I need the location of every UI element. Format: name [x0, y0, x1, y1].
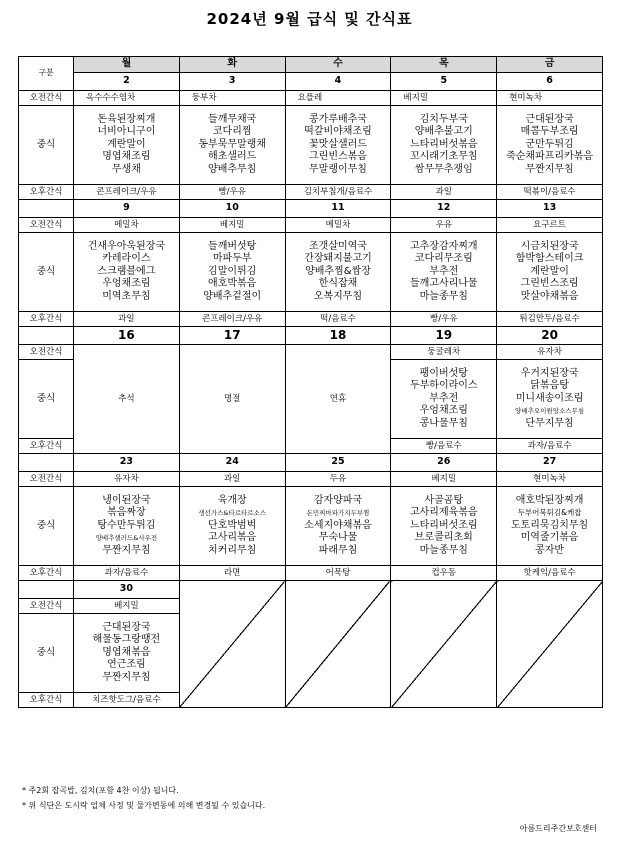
lunch-label: 중식	[19, 360, 74, 439]
am-snack-cell: 우유	[391, 218, 497, 233]
lunch-item: 단무지무침	[525, 417, 574, 429]
pm-snack-cell: 과일	[391, 185, 497, 200]
lunch-item: 부추전	[429, 265, 459, 277]
date-cell: 24	[179, 454, 285, 472]
lunch-item: 꽃맛살샐러드	[309, 138, 367, 150]
lunch-item: 마파두부	[212, 253, 252, 265]
lunch-item: 미니새송이조림	[515, 392, 584, 404]
lunch-item: 파래무침	[318, 544, 358, 556]
lunch-item: 양배추찜&쌈장	[305, 265, 371, 277]
day-header: 수	[285, 57, 391, 73]
lunch-item: 들깨고사리나물	[409, 278, 478, 290]
am-snack-cell: 유자차	[497, 345, 603, 360]
pm-snack-cell: 핫케익/음료수	[497, 566, 603, 581]
menu-table	[18, 56, 603, 708]
lunch-item: 닭볶음탕	[530, 380, 569, 392]
pm-snack-cell: 빵/우유	[179, 185, 285, 200]
lunch-item: 미역줄기볶음	[520, 532, 579, 544]
date-cell: 2	[74, 73, 180, 91]
lunch-menu-cell	[391, 360, 497, 439]
lunch-item: 간장돼지불고기	[304, 253, 372, 265]
lunch-item: 고추장감자찌개	[409, 240, 478, 252]
lunch-item: 군만두튀김	[525, 138, 574, 150]
lunch-item: 계란말이	[530, 265, 569, 277]
lunch-item: 양배추겉절이	[203, 290, 262, 302]
am-snack-cell: 베지밀	[74, 599, 180, 614]
date-label-cell	[19, 327, 74, 345]
am-snack-label: 오전간식	[19, 91, 74, 106]
date-cell: 5	[391, 73, 497, 91]
lunch-item: 미역초무침	[102, 290, 151, 302]
lunch-item: 근대된장국	[102, 621, 151, 633]
lunch-item: 마늘종무침	[419, 544, 468, 556]
lunch-item: 두부어묵튀김&케찹	[517, 508, 582, 518]
day-header: 목	[391, 57, 497, 73]
lunch-item: 그린빈스볶음	[309, 151, 367, 163]
date-cell: 11	[285, 200, 391, 218]
lunch-item: 무짠지무침	[102, 671, 151, 683]
date-label-cell	[19, 454, 74, 472]
lunch-item: 감자양파국	[313, 494, 363, 506]
am-snack-cell: 메밀차	[285, 218, 391, 233]
center-name: 아름드리주간보호센터	[519, 824, 597, 833]
lunch-item: 소세지야채볶음	[304, 519, 372, 531]
lunch-menu-cell	[285, 106, 391, 185]
pm-snack-cell: 튀김만두/음료수	[497, 312, 603, 327]
lunch-item: 해물동그랑땡전	[92, 634, 161, 646]
am-snack-cell: 현미녹차	[497, 472, 603, 487]
pm-snack-cell: 컵우동	[391, 566, 497, 581]
lunch-item: 단호박범벅	[208, 519, 257, 531]
holiday-cell: 명절	[179, 345, 285, 454]
am-snack-cell: 과일	[179, 472, 285, 487]
lunch-item: 돈민찌마파가지두부찜	[306, 509, 370, 518]
date-cell: 10	[179, 200, 285, 218]
lunch-item: 꼬시래기초무침	[409, 151, 478, 163]
lunch-item: 돈육된장찌개	[97, 113, 156, 125]
am-snack-cell: 유자차	[74, 472, 180, 487]
lunch-menu-cell	[179, 106, 285, 185]
pm-snack-label: 오후간식	[19, 566, 74, 581]
lunch-menu-cell	[179, 233, 285, 312]
date-cell: 3	[179, 73, 285, 91]
lunch-item: 들깨버섯탕	[208, 240, 257, 252]
lunch-menu-cell	[74, 106, 180, 185]
date-cell: 17	[179, 327, 285, 345]
lunch-item: 건새우아욱된장국	[87, 240, 166, 252]
pm-snack-cell: 라면	[179, 566, 285, 581]
page-title: 2024년 9월 급식 및 간식표	[206, 10, 413, 28]
lunch-label: 중식	[19, 614, 74, 693]
lunch-label: 중식	[19, 106, 74, 185]
lunch-item: 스크램블에그	[97, 265, 156, 277]
lunch-item: 애호박볶음	[208, 278, 257, 290]
lunch-item: 도토리묵김치무침	[510, 519, 589, 531]
lunch-item: 매콤두부조림	[520, 126, 579, 138]
pm-snack-cell: 빵/음료수	[391, 439, 497, 454]
lunch-item: 쌈무무추쟁임	[414, 163, 473, 175]
lunch-item: 무짠지무침	[102, 544, 151, 556]
am-snack-cell: 베지밀	[179, 218, 285, 233]
empty-slash-cell	[285, 581, 391, 708]
lunch-item: 우엉채조림	[102, 278, 151, 290]
pm-snack-cell: 김치부침개/음료수	[285, 185, 391, 200]
date-cell: 18	[285, 327, 391, 345]
pm-snack-cell: 콘프레이크/우유	[74, 185, 180, 200]
lunch-menu-cell	[285, 233, 391, 312]
lunch-item: 두부하이라이스	[409, 380, 478, 392]
date-cell: 13	[497, 200, 603, 218]
day-header: 월	[74, 57, 180, 73]
day-header: 금	[497, 57, 603, 73]
pm-snack-cell: 치즈핫도그/음료수	[74, 693, 180, 708]
am-snack-cell: 둥부차	[179, 91, 285, 106]
lunch-item: 조갯살미역국	[309, 240, 367, 252]
lunch-item: 김치두부국	[419, 113, 468, 125]
date-cell: 20	[497, 327, 603, 345]
lunch-menu-cell	[391, 487, 497, 566]
pm-snack-cell: 과일	[74, 312, 180, 327]
lunch-item: 동부묵무말랭채	[198, 138, 266, 150]
lunch-item: 콩가루배추국	[309, 113, 367, 125]
lunch-menu-cell	[391, 106, 497, 185]
date-cell: 6	[497, 73, 603, 91]
lunch-item: 시금치된장국	[520, 240, 579, 252]
lunch-item: 치커리무침	[208, 544, 257, 556]
am-snack-label: 오전간식	[19, 345, 74, 360]
date-cell: 23	[74, 454, 180, 472]
lunch-item: 양배추무침	[208, 163, 257, 175]
lunch-item: 고사리볶음	[208, 532, 257, 544]
lunch-menu-cell	[285, 487, 391, 566]
pm-snack-cell: 과자/음료수	[74, 566, 180, 581]
lunch-item: 함박함스테이크	[515, 253, 584, 265]
notes	[22, 783, 265, 813]
lunch-item: 브로콜리초회	[414, 532, 473, 544]
lunch-menu-cell	[497, 233, 603, 312]
empty-slash-cell	[497, 581, 603, 708]
lunch-menu-cell	[74, 487, 180, 566]
lunch-item: 사골곰탕	[424, 494, 464, 506]
pm-snack-label: 오후간식	[19, 185, 74, 200]
lunch-item: 냉이된장국	[102, 494, 151, 506]
lunch-menu-cell	[74, 614, 180, 693]
lunch-item: 너비아니구이	[97, 126, 156, 138]
lunch-menu-cell	[179, 487, 285, 566]
lunch-item: 부추전	[429, 392, 459, 404]
lunch-item: 무숙나물	[318, 532, 358, 544]
lunch-item: 계란말이	[107, 138, 146, 150]
lunch-item: 탕수만두튀김	[97, 519, 156, 531]
pm-snack-cell: 과자/음료수	[497, 439, 603, 454]
lunch-item: 코다리무조림	[414, 253, 473, 265]
lunch-item: 콩나물무침	[419, 417, 468, 429]
date-cell: 4	[285, 73, 391, 91]
lunch-item: 느타리버섯볶음	[409, 138, 478, 150]
am-snack-cell: 옥수수수염차	[74, 91, 180, 106]
lunch-item: 그린빈스조림	[520, 278, 579, 290]
am-snack-label: 오전간식	[19, 472, 74, 487]
date-cell: 12	[391, 200, 497, 218]
date-cell: 26	[391, 454, 497, 472]
note-2: * 위 식단은 도시락 업체 사정 및 물가변동에 의해 변경될 수 있습니다.	[22, 801, 266, 810]
date-cell: 9	[74, 200, 180, 218]
lunch-menu-cell	[497, 487, 603, 566]
lunch-item: 우엉채조림	[419, 405, 468, 417]
lunch-item: 애호박된장찌개	[515, 494, 584, 506]
date-label-cell	[19, 200, 74, 218]
lunch-item: 육개장	[217, 494, 247, 506]
lunch-item: 떡갈비야채조림	[304, 126, 372, 138]
pm-snack-label: 오후간식	[19, 693, 74, 708]
lunch-item: 양배추오이원앙소스무침	[515, 407, 585, 416]
pm-snack-cell: 콘프레이크/우유	[179, 312, 285, 327]
am-snack-cell: 현미녹차	[497, 91, 603, 106]
am-snack-cell: 요플레	[285, 91, 391, 106]
day-header: 화	[179, 57, 285, 73]
am-snack-cell: 메밀차	[74, 218, 180, 233]
empty-slash-cell	[391, 581, 497, 708]
lunch-menu-cell	[391, 233, 497, 312]
lunch-item: 명엽채조림	[102, 151, 151, 163]
lunch-item: 들깨무채국	[208, 113, 257, 125]
lunch-item: 팽이버섯탕	[419, 367, 468, 379]
lunch-item: 명엽채볶음	[102, 646, 151, 658]
lunch-item: 죽순채파프리카볶음	[506, 151, 594, 163]
lunch-item: 한식잡채	[318, 278, 358, 290]
am-snack-cell: 베지밀	[391, 472, 497, 487]
am-snack-label: 오전간식	[19, 599, 74, 614]
category-header: 구분	[19, 57, 74, 91]
lunch-item: 무말랭이무침	[309, 163, 367, 175]
lunch-item: 해초샐러드	[208, 151, 257, 163]
lunch-item: 콩자반	[535, 544, 565, 556]
lunch-item: 근대된장국	[525, 113, 574, 125]
pm-snack-cell: 떡볶이/음료수	[497, 185, 603, 200]
holiday-cell: 추석	[74, 345, 180, 454]
note-1: * 주2회 잡곡밥, 김치(포함 4찬 이상) 됩니다.	[22, 786, 179, 795]
am-snack-cell: 요구르트	[497, 218, 603, 233]
lunch-item: 카레라이스	[102, 253, 151, 265]
lunch-item: 양배추샐러드&사우전	[95, 534, 158, 543]
lunch-item: 마늘종무침	[419, 290, 468, 302]
lunch-item: 무짠지무침	[525, 163, 574, 175]
lunch-item: 연근조림	[107, 659, 146, 671]
lunch-item: 고사리제육볶음	[409, 507, 478, 519]
pm-snack-label: 오후간식	[19, 312, 74, 327]
lunch-item: 생선가스&타르타르소스	[198, 509, 267, 518]
am-snack-cell: 베지밀	[391, 91, 497, 106]
am-snack-cell: 둥굴레차	[391, 345, 497, 360]
pm-snack-cell: 어묵탕	[285, 566, 391, 581]
am-snack-cell: 두유	[285, 472, 391, 487]
date-cell: 30	[74, 581, 180, 599]
lunch-item: 우거지된장국	[520, 367, 579, 379]
lunch-menu-cell	[497, 360, 603, 439]
date-cell: 19	[391, 327, 497, 345]
pm-snack-cell: 빵/우유	[391, 312, 497, 327]
lunch-item: 김말이튀김	[208, 265, 257, 277]
date-label-cell	[19, 581, 74, 599]
lunch-item: 볶음짜장	[107, 507, 146, 519]
lunch-menu-cell	[497, 106, 603, 185]
lunch-item: 무생채	[111, 163, 141, 175]
pm-snack-cell: 떡/음료수	[285, 312, 391, 327]
lunch-label: 중식	[19, 487, 74, 566]
lunch-item: 맛살야채볶음	[520, 290, 579, 302]
lunch-item: 양배추불고기	[414, 126, 473, 138]
am-snack-label: 오전간식	[19, 218, 74, 233]
empty-slash-cell	[179, 581, 285, 708]
holiday-cell: 연휴	[285, 345, 391, 454]
lunch-item: 오복지무침	[313, 290, 363, 302]
date-cell: 27	[497, 454, 603, 472]
lunch-menu-cell	[74, 233, 180, 312]
lunch-label: 중식	[19, 233, 74, 312]
pm-snack-label: 오후간식	[19, 439, 74, 454]
lunch-item: 느타리버섯조림	[409, 519, 478, 531]
date-cell: 25	[285, 454, 391, 472]
date-cell: 16	[74, 327, 180, 345]
lunch-item: 코다리찜	[212, 126, 252, 138]
